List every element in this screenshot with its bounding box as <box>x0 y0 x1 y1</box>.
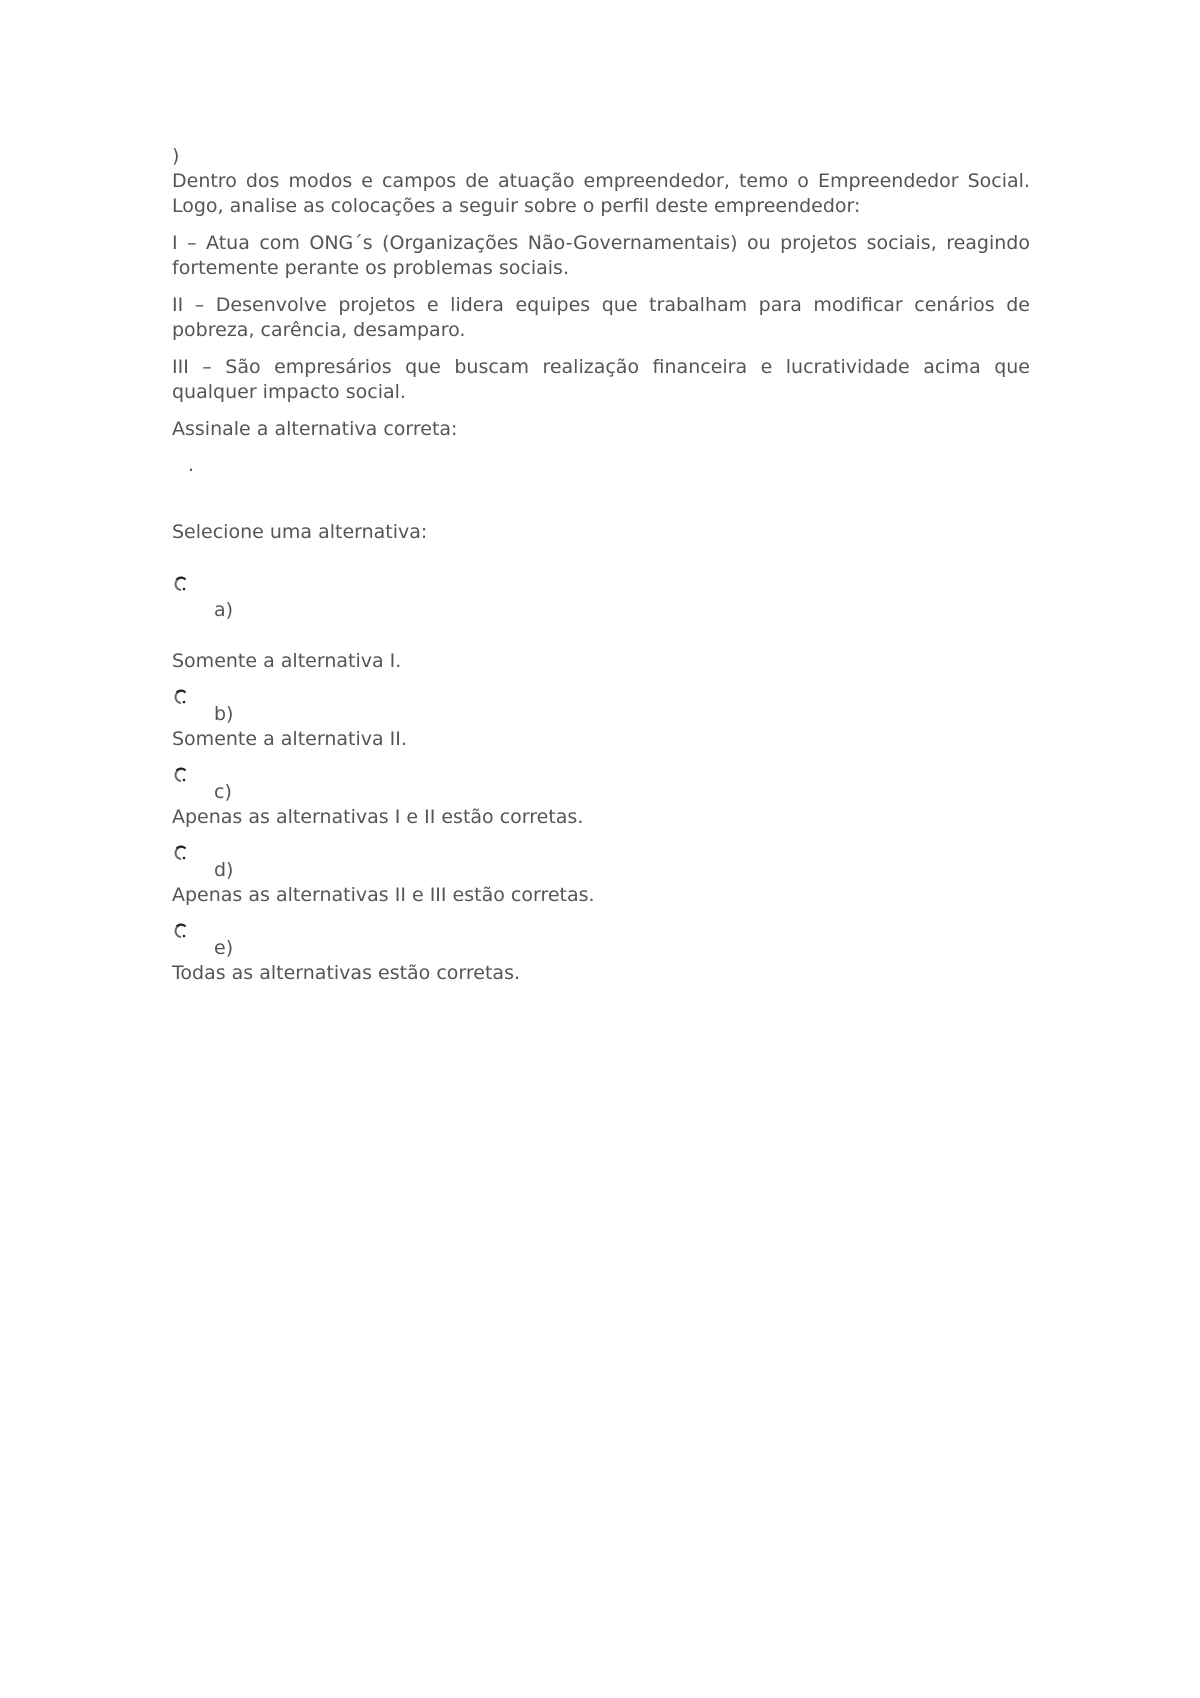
select-alternative-label: Selecione uma alternativa: <box>172 521 428 543</box>
option-c[interactable] <box>172 774 1030 830</box>
question-number-paren: ) <box>172 145 180 167</box>
option-a[interactable] <box>172 575 1030 674</box>
option-e[interactable] <box>172 930 1030 986</box>
option-b-letter: b) <box>214 703 234 725</box>
statement-3: III – São empresários que buscam realização financeira e lucratividade acima que qualquer impacto social. <box>172 356 1030 403</box>
option-d[interactable] <box>172 852 1030 908</box>
option-e-text: Todas as alternativas estão corretas. <box>172 962 521 984</box>
radio-button-icon[interactable] <box>172 575 188 591</box>
question-page <box>172 144 1030 986</box>
radio-button-icon[interactable] <box>172 922 188 938</box>
radio-button-icon[interactable] <box>172 688 188 704</box>
option-d-text: Apenas as alternativas II e III estão corretas. <box>172 884 595 906</box>
statement-1: I – Atua com ONG´s (Organizações Não-Governamentais) ou projetos sociais, reagindo fortemente perante os problemas sociais. <box>172 232 1030 279</box>
separator-dot: . <box>188 454 195 476</box>
option-b-text: Somente a alternativa II. <box>172 728 407 750</box>
question-intro: Dentro dos modos e campos de atuação empreendedor, temo o Empreendedor Social. Logo, analise as colocações a seguir sobre o perfil deste empreendedor: <box>172 170 1030 217</box>
option-a-letter: a) <box>214 599 234 621</box>
option-b[interactable] <box>172 696 1030 752</box>
option-c-text: Apenas as alternativas I e II estão corretas. <box>172 806 584 828</box>
option-d-letter: d) <box>214 859 234 881</box>
question-instruction: Assinale a alternativa correta: <box>172 418 458 440</box>
radio-button-icon[interactable] <box>172 766 188 782</box>
option-a-text: Somente a alternativa I. <box>172 650 402 672</box>
option-c-letter: c) <box>214 781 232 803</box>
statement-2: II – Desenvolve projetos e lidera equipes que trabalham para modificar cenários de pobreza, carência, desamparo. <box>172 294 1030 341</box>
radio-button-icon[interactable] <box>172 844 188 860</box>
option-e-letter: e) <box>214 937 234 959</box>
